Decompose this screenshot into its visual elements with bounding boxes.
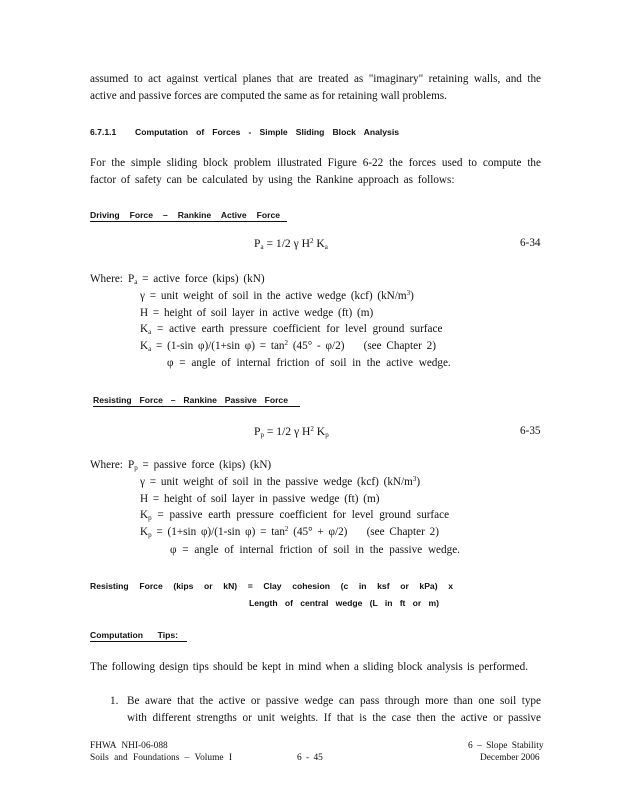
- paragraph-1-line-2: factor of safety can be calculated by using the Rankine approach as follows:: [90, 174, 455, 186]
- def-ka-formula: $K_a = (1-\sin$ φ)/(1+sin $\varphi) = \tan^2 (45^\circ - \varphi/2)$ (see Chapter 2): [140, 339, 436, 353]
- def-height-active: H = height of soil layer in active wedge (ft) (m): [140, 307, 374, 319]
- computation-tips-heading: Computation Tips:: [90, 630, 178, 640]
- where-label-active: Where:: [90, 273, 123, 285]
- tip-1-line-1: Be aware that the active or passive wedge can pass through more than one soil type: [127, 695, 541, 707]
- footer-chapter-title: 6 – Slope Stability: [468, 741, 544, 751]
- footer-date: December 2006: [480, 753, 540, 763]
- footer-page-number: 6 - 45: [297, 753, 323, 763]
- section-title: Computation of Forces - Simple Sliding Block Analysis: [135, 127, 399, 137]
- driving-heading-underline: [90, 221, 287, 222]
- tips-intro: The following design tips should be kept in mind when a sliding block analysis is performed.: [90, 661, 528, 673]
- driving-force-heading: Driving Force – Rankine Active Force: [90, 210, 280, 220]
- def-height-passive: H = height of soil layer in passive wedge (ft) (m): [140, 493, 380, 505]
- where-label-passive: Where:: [90, 459, 123, 471]
- clay-cohesion-line-1: Resisting Force (kips or kN) = Clay cohesion (c in ksf or kPa) x: [90, 581, 453, 591]
- tip-1-line-2: with different strengths or unit weights. If that is the case then the active or passive: [127, 712, 541, 724]
- paragraph-1-line-1: For the simple sliding block problem illustrated Figure 6-22 the forces used to compute the: [90, 157, 541, 169]
- footer-manual-title: Soils and Foundations – Volume I: [90, 753, 233, 763]
- resisting-heading-underline: [93, 406, 300, 407]
- resisting-force-heading: Resisting Force – Rankine Passive Force: [93, 395, 288, 405]
- equation-6-34: $P_a = 1/2$ γ $H^2$ $K_a$: [254, 237, 328, 251]
- equation-number-6-35: 6-35: [520, 425, 541, 437]
- def-phi-active: φ = angle of internal friction of soil in the active wedge.: [167, 357, 451, 369]
- section-number: 6.7.1.1: [90, 127, 117, 137]
- def-ka-coefficient: $K_a$ = active earth pressure coefficient for level ground surface: [140, 323, 443, 336]
- equation-number-6-34: 6-34: [520, 237, 541, 249]
- equation-6-35: $P_p = 1/2$ γ $H^2$ $K_p$: [254, 425, 329, 439]
- tips-heading-underline: [90, 641, 187, 642]
- def-kp-formula: $K_p = (1+\sin$ φ)/(1-sin $\varphi) = \tan^2 (45^\circ + \varphi/2)$ (see Chapter 2): [140, 525, 439, 539]
- def-kp-coefficient: $K_p$ = passive earth pressure coefficient for level ground surface: [140, 509, 450, 522]
- footer-publication-number: FHWA NHI-06-088: [90, 741, 168, 751]
- clay-cohesion-line-2: Length of central wedge (L in ft or m): [249, 598, 439, 608]
- def-phi-passive: φ = angle of internal friction of soil in the passive wedge.: [170, 544, 460, 556]
- def-passive-force: $P_p$ = passive force (kips) (kN): [128, 459, 272, 472]
- intro-line-1: assumed to act against vertical planes that are treated as "imaginary" retaining walls, and the: [90, 73, 541, 85]
- def-active-force: $P_a$ = active force (kips) (kN): [128, 273, 265, 286]
- intro-line-2: active and passive forces are computed the same as for retaining wall problems.: [90, 90, 447, 102]
- tip-1-number: 1.: [110, 695, 119, 707]
- def-unit-weight-active: γ = unit weight of soil in the active wedge (kcf) $(kN/m^3)$: [140, 289, 414, 302]
- def-unit-weight-passive: γ = unit weight of soil in the passive wedge (kcf) $(kN/m^3)$: [140, 475, 421, 488]
